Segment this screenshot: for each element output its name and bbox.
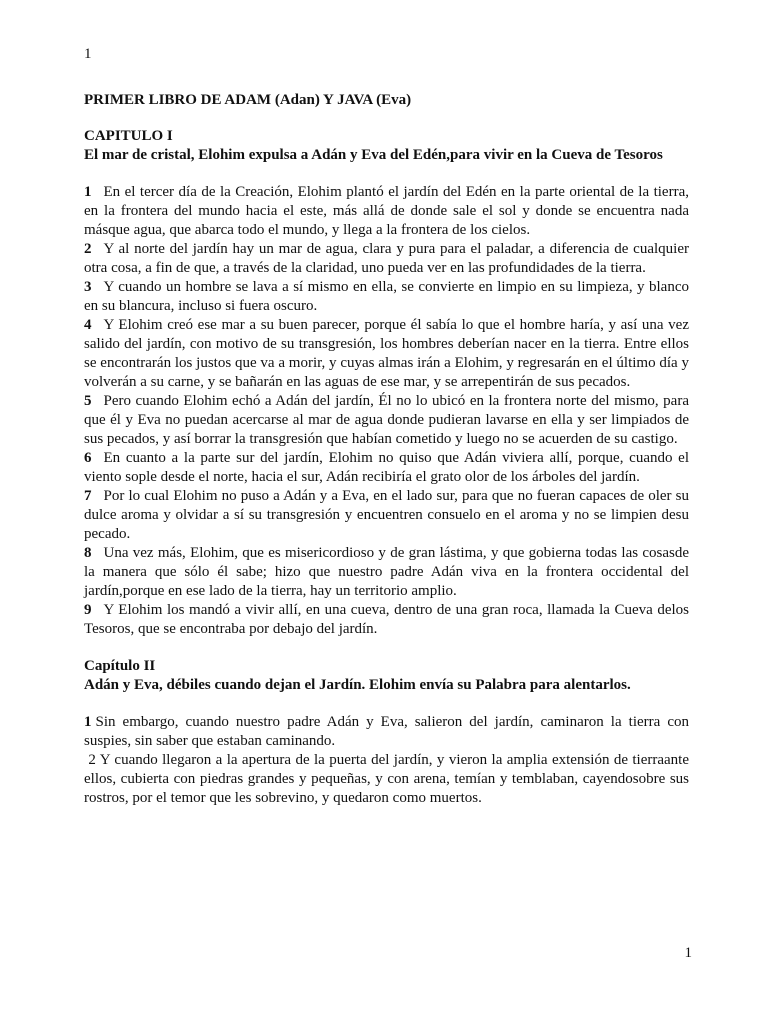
verse-1-7	[84, 487, 689, 544]
verse-1-4	[84, 316, 689, 392]
book-title: PRIMER LIBRO DE ADAM (Adan) Y JAVA (Eva)	[84, 92, 412, 108]
verse-text: Sin embargo, cuando nuestro padre Adán y Eva, salieron del jardín, caminaron la tierra con suspies, sin saber que estaban caminando.	[84, 714, 689, 749]
verse-number: 9	[84, 602, 92, 618]
verse-text: Y Elohim los mandó a vivir allí, en una cueva, dentro de una gran roca, llamada la Cueva delos Tesoros, que se encontraba por debajo del jardín.	[84, 602, 689, 637]
verse-text: Por lo cual Elohim no puso a Adán y a Eva, en el lado sur, para que no fueran capaces de oler su dulce aroma y olvidar a sí su transgresión y encuentren consuelo en el aroma y no se limpien desu pecado.	[84, 488, 689, 542]
verse-number: 2	[88, 752, 96, 768]
page-number-top: 1	[84, 46, 92, 62]
verse-number: 6	[84, 450, 92, 466]
verse-number: 3	[84, 279, 92, 295]
verse-text: Pero cuando Elohim echó a Adán del jardín, Él no lo ubicó en la frontera norte del mismo, para que él y Eva no puedan acercarse al mar de agua donde pudieran lavarse en ella y ser limpiados de sus pecados, y así borrar la transgresión que habían cometido y luego no se acuerden de su castigo.	[84, 393, 689, 447]
verse-text: Y cuando llegaron a la apertura de la puerta del jardín, y vieron la amplia extensión de tierraante ellos, cubierta con piedras grandes y pequeñas, y con arena, temían y temblaban, cayendosobre sus rostros, por el temor que les sobrevino, y quedaron como muertos.	[84, 752, 690, 806]
section-spacer	[84, 639, 689, 657]
chapter-1-subtitle: El mar de cristal, Elohim expulsa a Adán y Eva del Edén,para vivir en la Cueva de Tesoros	[84, 147, 663, 163]
verse-text: Y al norte del jardín hay un mar de agua, clara y pura para el paladar, a diferencia de cualquier otra cosa, a fin de que, a través de la claridad, uno pueda ver en las profundidades de la tierra.	[84, 241, 689, 276]
verse-number: 1	[84, 184, 92, 200]
verse-text: Una vez más, Elohim, que es misericordioso y de gran lástima, y que gobierna todas las cosasde la manera que sólo él sabe; hizo que nuestro padre Adán viva en la frontera occidental del jardín,porque en ese lado de la tierra, hay un territorio amplio.	[84, 545, 689, 599]
document-body	[84, 92, 689, 808]
page-number-bottom: 1	[684, 945, 692, 961]
verse-number: 1	[84, 714, 92, 730]
verse-1-9	[84, 601, 689, 639]
chapter-2-subtitle: Adán y Eva, débiles cuando dejan el Jardín. Elohim envía su Palabra para alentarlos.	[84, 677, 631, 693]
verse-number: 2	[84, 241, 92, 257]
verse-1-6	[84, 449, 689, 487]
verse-1-3	[84, 278, 689, 316]
verse-text: En cuanto a la parte sur del jardín, Elohim no quiso que Adán viviera allí, porque, cuando el viento sople desde el norte, hacia el sur, Adán recibiría el grato olor de los árboles del jardín.	[84, 450, 689, 485]
verse-2-2	[84, 751, 689, 808]
verse-number: 4	[84, 317, 92, 333]
verse-number: 7	[84, 488, 92, 504]
verse-1-2	[84, 240, 689, 278]
verse-1-1	[84, 183, 689, 240]
verse-number: 8	[84, 545, 92, 561]
chapter-1-heading: CAPITULO I	[84, 128, 173, 144]
verse-number: 5	[84, 393, 92, 409]
verse-text: En el tercer día de la Creación, Elohim plantó el jardín del Edén en la parte oriental de la tierra, en la frontera del mundo hacia el este, más allá de donde sale el sol y donde se encuentra nada másque agua, que abarca todo el mundo, y llega a la frontera de los cielos.	[84, 184, 689, 238]
verse-2-1	[84, 713, 689, 751]
verse-text: Y Elohim creó ese mar a su buen parecer, porque él sabía lo que el hombre haría, y así una vez salido del jardín, con motivo de su transgresión, los hombres deberían nacer en la tierra. Entre ellos se encontrarán los justos que va a morir, y cuyas almas irán a Elohim, y regresarán en el último día y volverán a su carne, y se bañarán en las aguas de ese mar, y se arrepentirán de sus pecados.	[84, 317, 689, 390]
verse-text: Y cuando un hombre se lava a sí mismo en ella, se convierte en limpio en su limpieza, y blanco en su blancura, incluso si fuera oscuro.	[84, 279, 689, 314]
verse-1-5	[84, 392, 689, 449]
verse-1-8	[84, 544, 689, 601]
chapter-2-heading: Capítulo II	[84, 658, 156, 674]
